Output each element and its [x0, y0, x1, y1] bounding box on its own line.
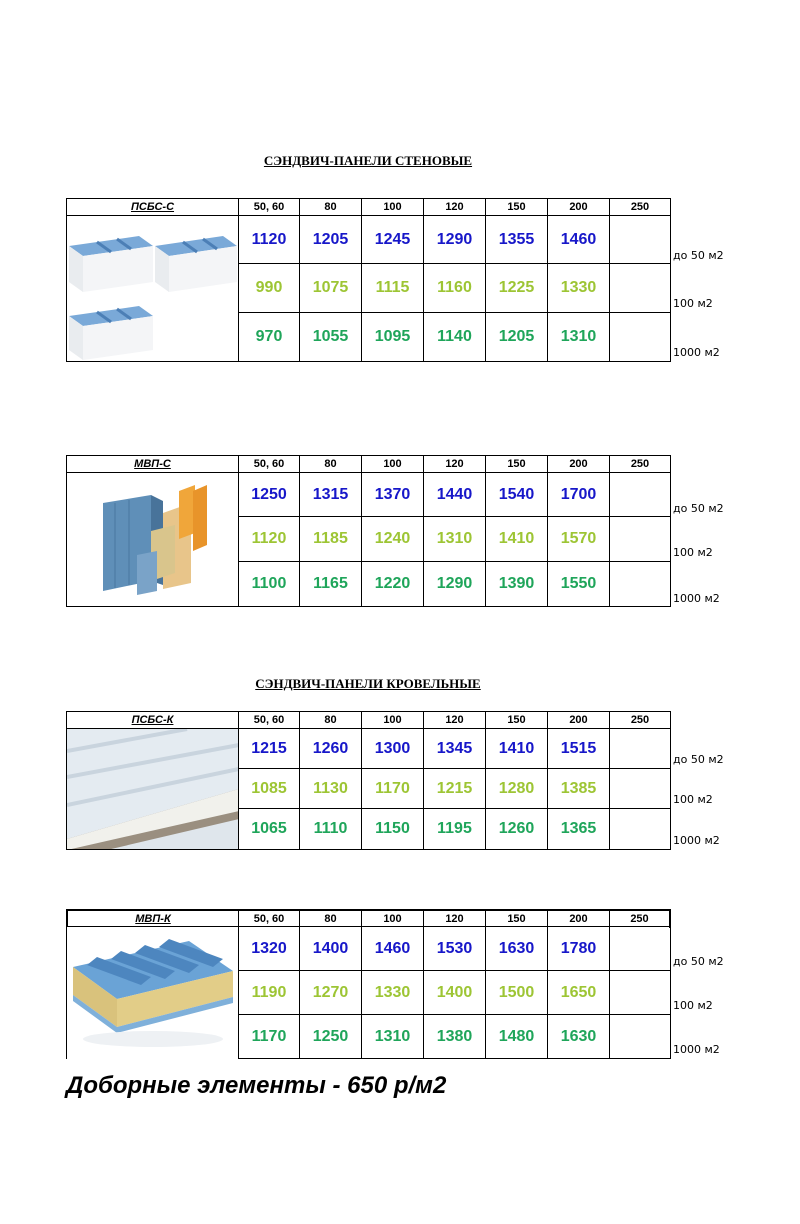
price-cell [609, 769, 671, 808]
price-cell: 1290 [423, 216, 485, 263]
thickness-header: 200 [547, 712, 609, 729]
quantity-label: 100 м2 [673, 546, 713, 559]
quantity-label: 1000 м2 [673, 1043, 720, 1056]
roof-panel-mineral-illustration [73, 939, 233, 1047]
thickness-header: 80 [299, 911, 361, 928]
price-cell: 1065 [238, 809, 299, 849]
quantity-label: 100 м2 [673, 999, 713, 1012]
panel-block-1 [69, 236, 153, 292]
price-table-psbs-s [66, 198, 724, 362]
thickness-header: 150 [485, 199, 547, 216]
thickness-header: 120 [423, 199, 485, 216]
price-cell: 1240 [361, 517, 423, 561]
product-name: МВП-С [66, 456, 238, 473]
product-image [66, 216, 238, 362]
price-cell: 1245 [361, 216, 423, 263]
price-cell: 970 [238, 313, 299, 361]
price-cell: 1085 [238, 769, 299, 808]
table-header [66, 455, 671, 473]
thickness-header: 50, 60 [238, 456, 299, 473]
price-cell: 1530 [423, 927, 485, 970]
price-cell: 1780 [547, 927, 609, 970]
product-name: ПСБС-К [66, 712, 238, 729]
thickness-header: 50, 60 [238, 712, 299, 729]
price-cell: 1250 [299, 1015, 361, 1058]
price-cell: 1355 [485, 216, 547, 263]
product-name: ПСБС-С [66, 199, 238, 216]
price-cell: 1310 [361, 1015, 423, 1058]
price-cell: 1300 [361, 729, 423, 768]
price-cell: 1315 [299, 473, 361, 516]
price-cell: 1460 [547, 216, 609, 263]
price-cell: 1120 [238, 216, 299, 263]
thickness-header: 80 [299, 456, 361, 473]
price-cell: 1225 [485, 264, 547, 312]
price-cell [609, 809, 671, 849]
price-table-psbs-k [66, 711, 724, 850]
price-cell [609, 264, 671, 312]
price-cell [609, 517, 671, 561]
product-image [66, 729, 238, 850]
extra-elements-price-note: Доборные элементы - 650 р/м2 [66, 1072, 447, 1099]
roof-panels-heading: СЭНДВИЧ-ПАНЕЛИ КРОВЕЛЬНЫЕ [255, 676, 481, 691]
price-table-mvp-s [66, 455, 724, 607]
thickness-header: 150 [485, 712, 547, 729]
panel-block-3 [69, 306, 153, 360]
thickness-header: 250 [609, 911, 671, 928]
price-cell: 1365 [547, 809, 609, 849]
price-cell: 1170 [361, 769, 423, 808]
panel-block-2 [155, 236, 237, 292]
price-row-tier3 [238, 809, 671, 850]
quantity-label: до 50 м2 [673, 249, 724, 262]
quantity-label: до 50 м2 [673, 955, 724, 968]
thickness-header: 200 [547, 911, 609, 928]
price-cell: 1630 [485, 927, 547, 970]
price-cell: 1410 [485, 729, 547, 768]
price-cell: 1205 [485, 313, 547, 361]
price-table-mvp-k [66, 909, 724, 1059]
price-cell: 1165 [299, 562, 361, 606]
price-row-tier3 [238, 1015, 671, 1059]
price-cell: 1215 [423, 769, 485, 808]
price-cell: 1215 [238, 729, 299, 768]
thickness-header: 120 [423, 911, 485, 928]
thickness-header: 50, 60 [238, 199, 299, 216]
thickness-header: 80 [299, 199, 361, 216]
price-cell: 1630 [547, 1015, 609, 1058]
price-cell: 1190 [238, 971, 299, 1014]
price-cell: 1075 [299, 264, 361, 312]
thickness-header: 100 [361, 712, 423, 729]
quantity-label: 100 м2 [673, 297, 713, 310]
price-cell: 1380 [423, 1015, 485, 1058]
price-cell [609, 473, 671, 516]
thickness-header: 150 [485, 456, 547, 473]
price-cell: 1280 [485, 769, 547, 808]
quantity-label: 1000 м2 [673, 346, 720, 359]
wall-panels-heading: СЭНДВИЧ-ПАНЕЛИ СТЕНОВЫЕ [263, 153, 473, 168]
thickness-header: 200 [547, 199, 609, 216]
price-row-tier1 [238, 473, 671, 517]
price-cell: 1330 [547, 264, 609, 312]
price-cell: 1100 [238, 562, 299, 606]
price-row-tier3 [238, 562, 671, 607]
price-cell [609, 1015, 671, 1058]
quantity-label: до 50 м2 [673, 502, 724, 515]
price-cell: 1390 [485, 562, 547, 606]
thickness-header: 120 [423, 712, 485, 729]
price-row-tier1 [238, 927, 671, 971]
price-cell: 1115 [361, 264, 423, 312]
table-header [66, 711, 671, 729]
price-row-tier1 [238, 729, 671, 769]
thickness-header: 250 [609, 199, 671, 216]
price-cell: 1700 [547, 473, 609, 516]
price-cell: 1500 [485, 971, 547, 1014]
price-cell: 1185 [299, 517, 361, 561]
price-cell [609, 313, 671, 361]
price-cell: 1140 [423, 313, 485, 361]
quantity-label: до 50 м2 [673, 753, 724, 766]
price-cell: 1310 [423, 517, 485, 561]
price-cell: 1290 [423, 562, 485, 606]
thickness-header: 120 [423, 456, 485, 473]
price-cell: 1400 [299, 927, 361, 970]
price-row-tier2 [238, 517, 671, 562]
price-cell: 1515 [547, 729, 609, 768]
product-image [66, 473, 238, 607]
product-image [66, 927, 238, 1059]
thickness-header: 100 [361, 199, 423, 216]
price-cell: 1650 [547, 971, 609, 1014]
price-cell: 1150 [361, 809, 423, 849]
price-cell: 1250 [238, 473, 299, 516]
price-cell: 1540 [485, 473, 547, 516]
price-cell [609, 216, 671, 263]
price-cell: 1570 [547, 517, 609, 561]
price-row-tier2 [238, 264, 671, 313]
price-cell [609, 562, 671, 606]
thickness-header: 100 [361, 911, 423, 928]
price-cell: 1110 [299, 809, 361, 849]
price-row-tier2 [238, 769, 671, 809]
thickness-header: 50, 60 [238, 911, 299, 928]
price-cell [609, 729, 671, 768]
quantity-label: 1000 м2 [673, 592, 720, 605]
price-cell: 1370 [361, 473, 423, 516]
price-cell: 1460 [361, 927, 423, 970]
table-header [66, 909, 671, 927]
price-cell: 1320 [238, 927, 299, 970]
price-cell: 1330 [361, 971, 423, 1014]
price-cell: 1205 [299, 216, 361, 263]
price-cell: 1055 [299, 313, 361, 361]
price-cell [609, 971, 671, 1014]
price-cell: 1385 [547, 769, 609, 808]
thickness-header: 250 [609, 712, 671, 729]
price-cell: 1120 [238, 517, 299, 561]
price-cell: 1410 [485, 517, 547, 561]
thickness-header: 80 [299, 712, 361, 729]
price-cell: 1195 [423, 809, 485, 849]
price-cell: 1345 [423, 729, 485, 768]
price-cell: 1310 [547, 313, 609, 361]
price-cell: 990 [238, 264, 299, 312]
table-header [66, 198, 671, 216]
quantity-label: 1000 м2 [673, 834, 720, 847]
price-cell: 1480 [485, 1015, 547, 1058]
product-name: МВП-К [66, 911, 238, 928]
price-cell: 1260 [299, 729, 361, 768]
thickness-header: 250 [609, 456, 671, 473]
price-cell: 1130 [299, 769, 361, 808]
thickness-header: 200 [547, 456, 609, 473]
price-cell: 1400 [423, 971, 485, 1014]
price-row-tier3 [238, 313, 671, 362]
price-row-tier1 [238, 216, 671, 264]
wall-panel-illustration [103, 485, 207, 595]
price-cell: 1550 [547, 562, 609, 606]
quantity-label: 100 м2 [673, 793, 713, 806]
price-cell: 1440 [423, 473, 485, 516]
price-cell: 1220 [361, 562, 423, 606]
price-cell [609, 927, 671, 970]
price-cell: 1095 [361, 313, 423, 361]
price-row-tier2 [238, 971, 671, 1015]
price-cell: 1260 [485, 809, 547, 849]
price-cell: 1170 [238, 1015, 299, 1058]
thickness-header: 100 [361, 456, 423, 473]
price-cell: 1160 [423, 264, 485, 312]
price-cell: 1270 [299, 971, 361, 1014]
thickness-header: 150 [485, 911, 547, 928]
